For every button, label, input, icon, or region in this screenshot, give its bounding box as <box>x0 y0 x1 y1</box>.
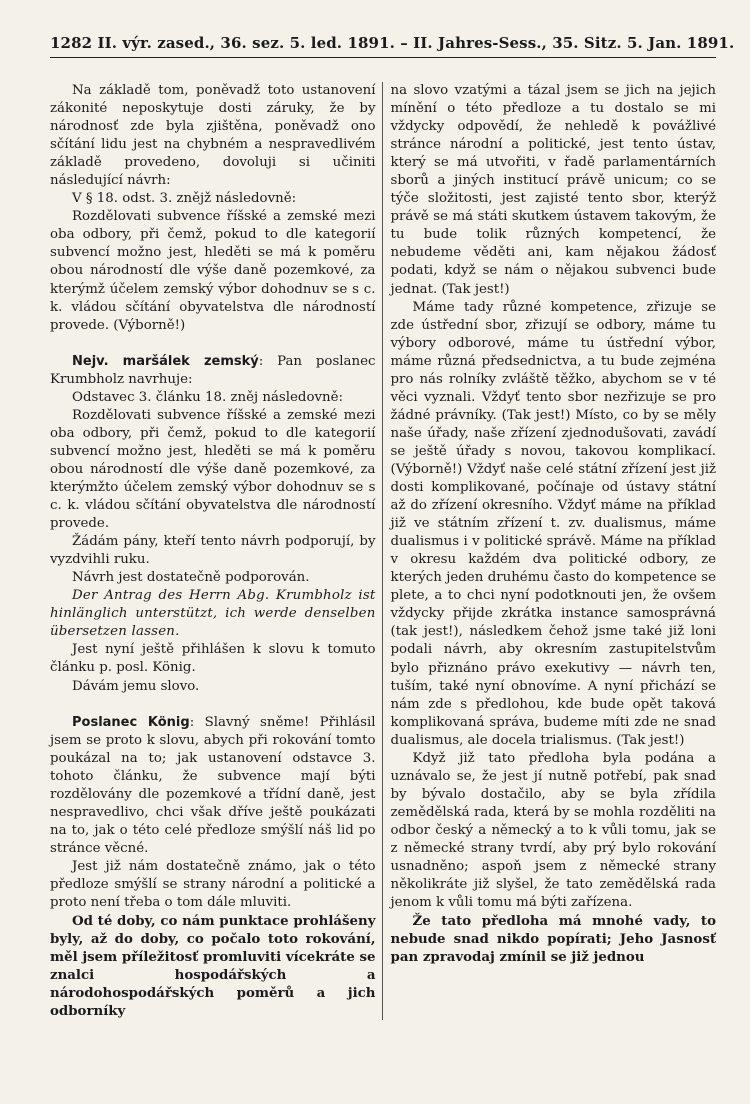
paragraph: Od té doby, co nám punktace prohlášeny byly, až do doby, co počalo toto rokování, měl jsem příležitosť promluviti vícekráte se znalci hospodářských a národohospodářských poměrů a jich odborníky <box>50 913 376 1020</box>
text-columns <box>50 82 716 1020</box>
paragraph: Jest nyní ještě přihlášen k slovu k tomuto článku p. posl. König. <box>50 642 376 676</box>
speech-text: : Pan poslanec Krumbholz navrhuje: <box>50 353 376 387</box>
speaker-name: Nejv. maršálek zemský <box>72 353 259 369</box>
german-paragraph: Der Antrag des Herrn Abg. Krumbholz ist hinlänglich unterstützt, ich werde denselben übersetzen lassen. <box>50 588 376 640</box>
page-header: 1282 II. výr. zased., 36. sez. 5. led. 1891. – II. Jahres-Sess., 35. Sitz. 5. Jan. 1891. <box>50 34 716 58</box>
paragraph: Jest již nám dostatečně známo, jak o této předloze smýšlí se strany národní a politické a proto není třeba o tom dále mluviti. <box>50 858 376 911</box>
paragraph: Rozdělovati subvence říšské a zemské mezi oba odbory, při čemž, pokud to dle kategorií subvencí možno jest, hleděti se má k poměru obou národností dle výše daně pozemkové, za kterýmžto účelem zemský výbor dohodnuv se s c. k. vládou sčítání obyvatelstva dle národností provede. <box>50 407 376 532</box>
paragraph: Když již tato předloha byla podána a uznávalo se, že jest jí nutně potřebí, pak snad by bývalo dostačilo, aby se byla zřídila zemědělská rada, která by se mohla rozděliti na odbor český a německý a to k vůli tomu, jak se z německé strany tvrdí, aby prý bylo rokování usnadněno; aspoň jsem z německé strany několikráte již slyšel, že tato zemědělská rada jenom k vůli tomu má býti zařízena. <box>390 750 716 911</box>
speaker-paragraph <box>50 353 376 389</box>
paragraph: Že tato předloha má mnohé vady, to nebude snad nikdo popírati; Jeho Jasnosť pan zpravodaj zmínil se již jednou <box>390 913 716 966</box>
paragraph: Na základě tom, poněvadž toto ustanovení zákonité neposkytuje dosti záruky, že by národnosť zde byla zjištěna, poněvadž ono sčítání lidu jest na chybném a nespravedlivém základě provedeno, dovoluji si učiniti následující návrh: <box>50 83 376 189</box>
paragraph: Máme tady různé kompetence, zřizuje se zde ústřední sbor, zřizují se odbory, máme tu výbory odborové, máme tu ústřední výbor, máme různá předsednictva, a tu bude zejména pro nás rolníky zvláště těžko, abychom se v té věci vyznali. Vždyť tento sbor nezřizuje se pro žádné právníky. (Tak jest!) Místo, co by se měly naše úřady, naše zřízení zjednodušovati, zavádí se ještě úřady s novou, takovou komplikací. (Výborně!) Vždyť naše celé státní zřízení jest již dosti komplikované, počínaje od ústavy státní až do zřízení okresního. Vždyť máme na příklad již ve státním zřízení t. zv. dualismus, máme dualismus i v politické správě. Máme na příklad v okresu každém dva politické odbory, ze kterých jeden druhému často do kompetence se plete, a to chci nyní podotknouti jen, že ovšem vždycky přijde zkrátka instance samosprávná (tak jest!), následkem čehož jsme také již loni podali návrh, aby okresním zastupitelstvům bylo přiznáno právo exekutivy — návrh ten, tuším, také nyní obnovíme. A nyní přichází se nám zde s předlohou, kde bude opět taková komplikovaná správa, budeme míti zde ne snad dualismus, ale docela trialismus. (Tak jest!) <box>390 299 716 748</box>
paragraph: Dávám jemu slovo. <box>72 678 200 694</box>
left-column <box>50 82 382 1020</box>
paragraph: Návrh jest dostatečně podporován. <box>72 570 310 586</box>
speaker-name: Poslanec König <box>72 714 190 730</box>
right-column <box>382 82 717 1020</box>
paragraph: Rozdělovati subvence říšské a zemské mezi oba odbory, při čemž, pokud to dle kategorií subvencí možno jest, hleděti se má k poměru obou národností dle výše daně pozemkové, za kterýmž účelem zemský výbor dohodnuv se s c. k. vládou sčítání obyvatelstva dle národností provede. (Výborně!) <box>50 209 376 333</box>
speech-text: : Slavný sněme! Přihlásil jsem se proto k slovu, abych při rokování tomto poukázal na to; jak ustanovení odstavce 3. tohoto článku, že subvence mají býti rozdělovány dle pozemkové a třídní daně, jest nespravedlivo, chci však dříve ještě poukázati na to, jak o této celé předloze smýšlí náš lid po stránce věcné. <box>50 714 376 856</box>
speaker-paragraph <box>50 714 376 858</box>
paragraph: na slovo vzatými a tázal jsem se jich na jejich mínění o této předloze a tu dostalo se mi vždycky odpovědí, že nehledě k povážlivé stránce národní a politické, jest tento ústav, který se má utvořiti, v řadě parlamentárních sborů a jiných institucí právě unicum; co se týče složitosti, jest zajisté tento sbor, kterýž právě se má státi skutkem ústavem takovým, že tu bude tolik různých kompetencí, že nebudeme věděti ani, kam nějakou žádosť podati, když se nám o nějakou subvenci bude jednat. (Tak jest!) <box>390 83 716 297</box>
paragraph: Žádám pány, kteří tento návrh podporují, by vyzdvihli ruku. <box>50 534 376 568</box>
paragraph: V § 18. odst. 3. znějž následovně: <box>72 191 297 207</box>
paragraph: Odstavec 3. článku 18. zněj následovně: <box>72 389 344 405</box>
